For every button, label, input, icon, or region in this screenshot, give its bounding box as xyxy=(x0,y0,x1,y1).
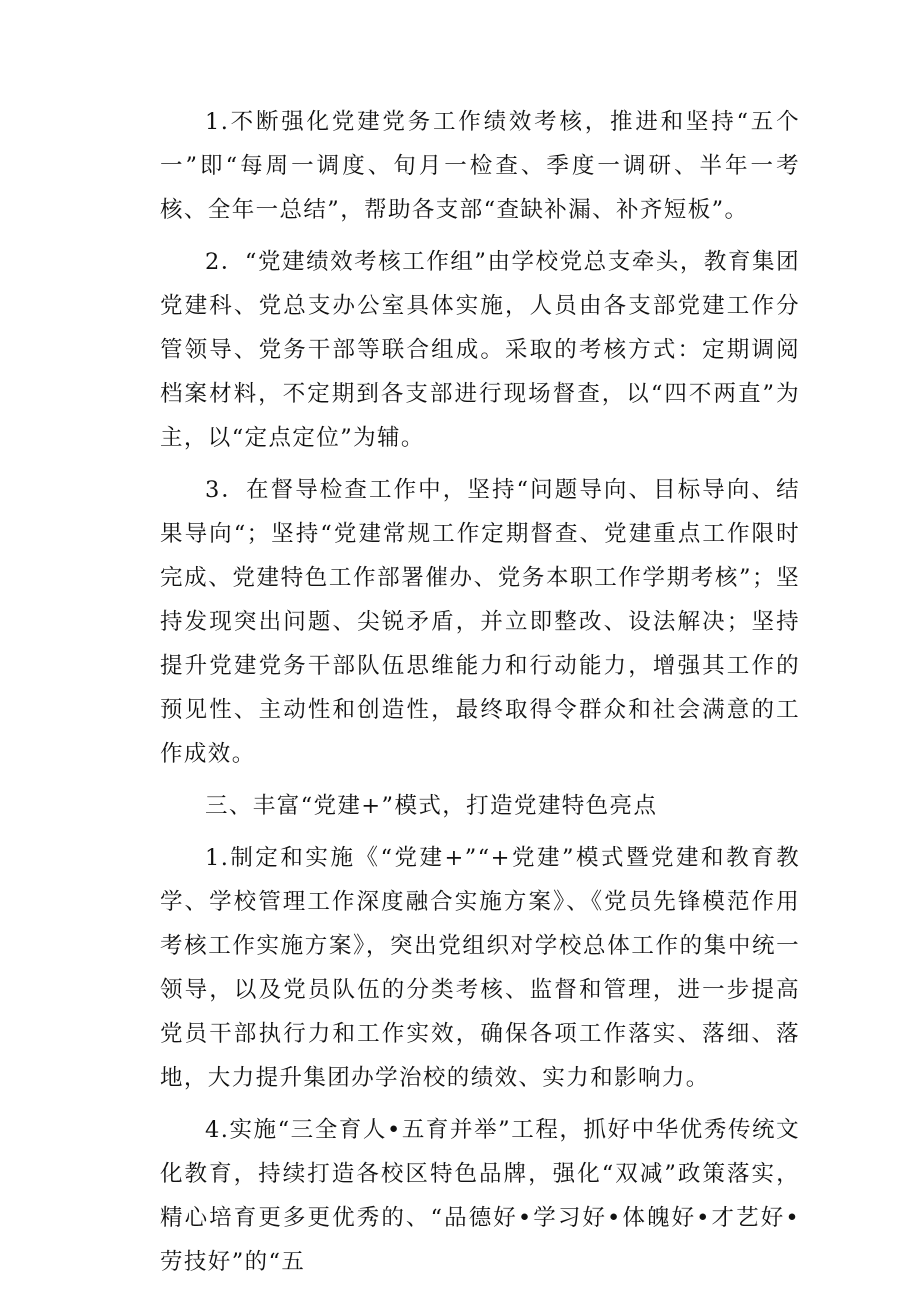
paragraph-education-project: 4.实施“三全育人•五育并举”工程，抓好中华优秀传统文化教育，持续打造各校区特色品牌，强化“双减”政策落实，精心培育更多更优秀的、“品德好•学习好•体魄好•才艺好•劳技好”的“五 xyxy=(160,1117,800,1275)
paragraph-implementation-plan: 1.制定和实施《“党建+”“+党建”模式暨党建和教育教学、学校管理工作深度融合实施方案》、《党员先锋模范作用考核工作实施方案》，突出党组织对学校总体工作的集中统一领导，以及党员队伍的分类考核、监督和管理，进一步提高党员干部执行力和工作实效，确保各项工作落实、落细、落地，大力提升集团办学治校的绩效、实力和影响力。 xyxy=(160,845,800,1091)
paragraph-assessment-group: 2．“党建绩效考核工作组”由学校党总支牵头，教育集团党建科、党总支办公室具体实施，人员由各支部党建工作分管领导、党务干部等联合组成。采取的考核方式：定期调阅档案材料，不定期到各支部进行现场督查，以“四不两直”为主，以“定点定位”为辅。 xyxy=(160,249,800,451)
paragraph-supervision-inspection: 3．在督导检查工作中，坚持“问题导向、目标导向、结果导向“；坚持“党建常规工作定期督查、党建重点工作限时完成、党建特色工作部署催办、党务本职工作学期考核”；坚持发现突出问题、尖锐矛盾，并立即整改、设法解决；坚持提升党建党务干部队伍思维能力和行动能力，增强其工作的预见性、主动性和创造性，最终取得令群众和社会满意的工作成效。 xyxy=(160,477,800,767)
section-heading-party-building-plus: 三、丰富“党建+”模式，打造党建特色亮点 xyxy=(205,793,658,819)
paragraph-performance-assessment: 1.不断强化党建党务工作绩效考核，推进和坚持“五个一”即“每周一调度、旬月一检查、季度一调研、半年一考核、全年一总结”，帮助各支部“查缺补漏、补齐短板”。 xyxy=(160,109,800,223)
document-body xyxy=(160,100,800,1292)
